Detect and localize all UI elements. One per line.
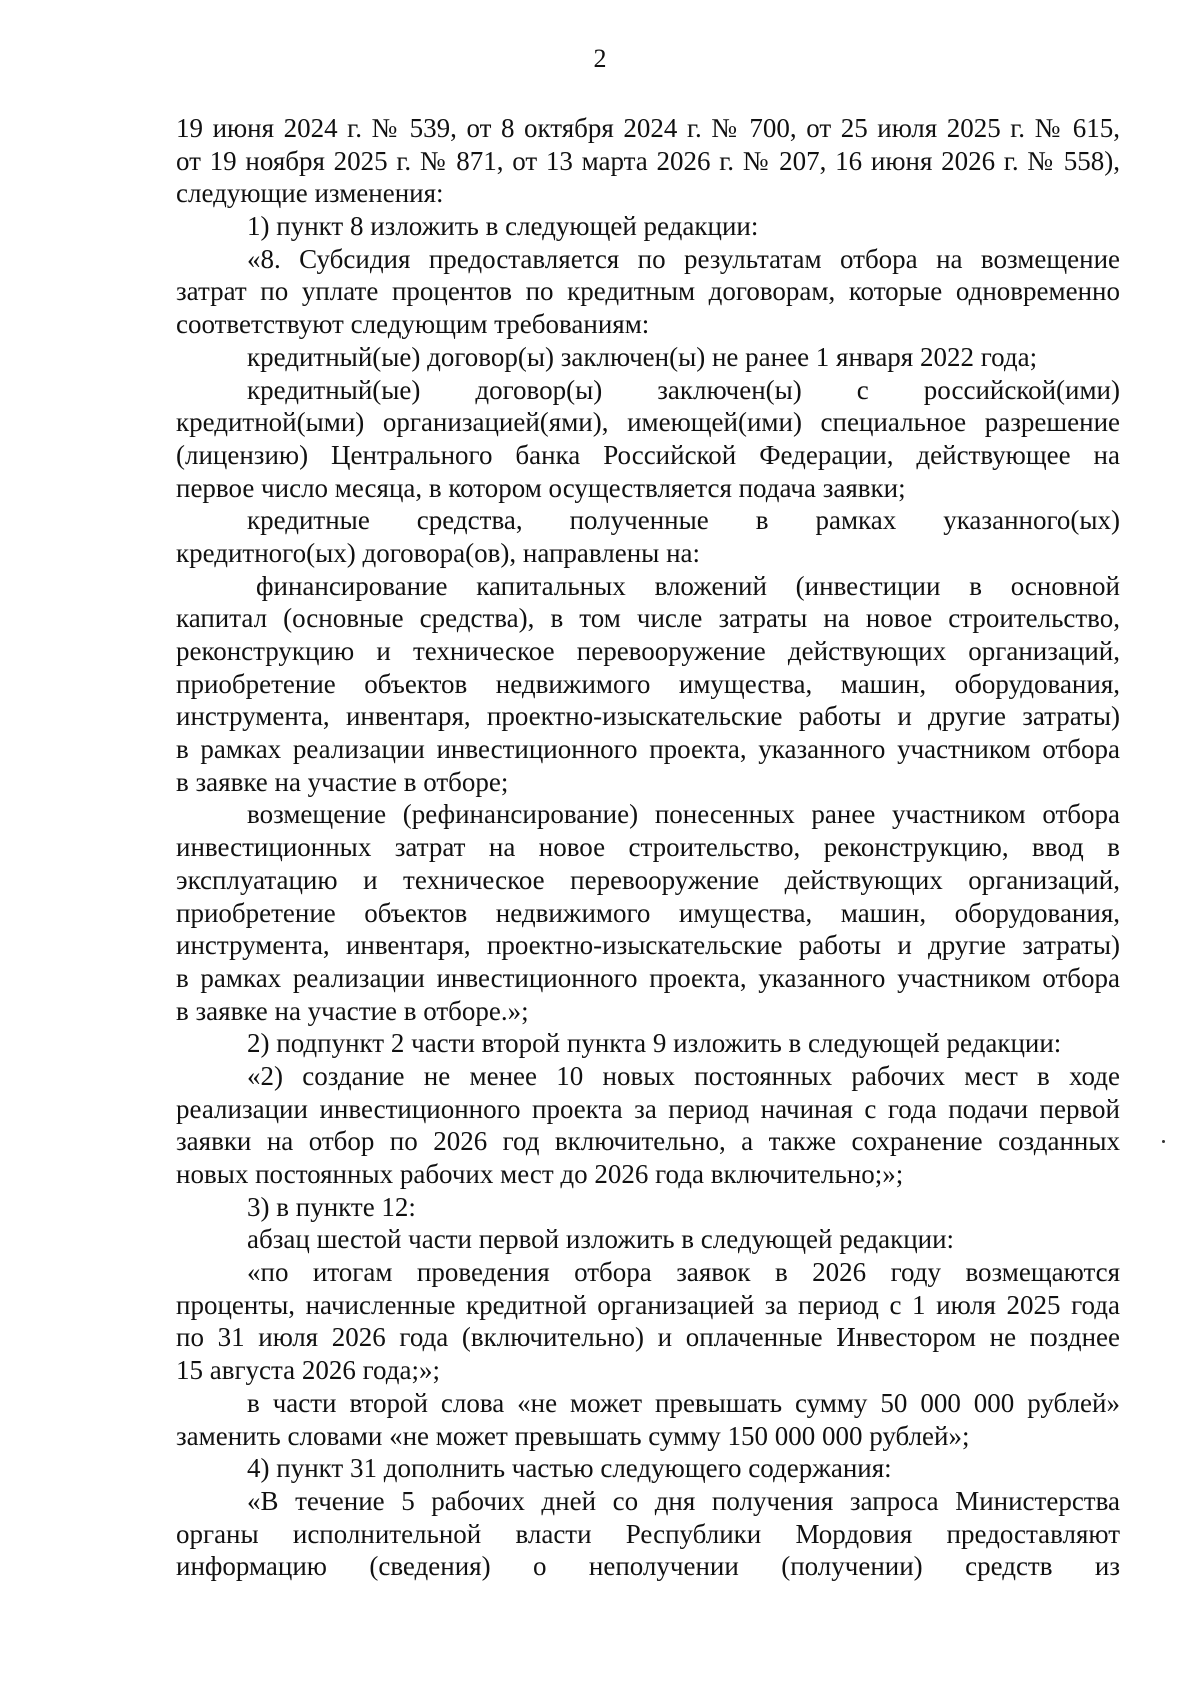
text-line: первое число месяца, в котором осуществляется подача заявки; xyxy=(176,472,906,503)
scan-speck xyxy=(1162,1140,1165,1143)
text-line: эксплуатацию и техническое перевооружение действующих организаций, xyxy=(176,864,1120,895)
text-line: следующие изменения: xyxy=(176,178,444,209)
text-line: проценты, начисленные кредитной организацией за период с 1 июля 2025 года xyxy=(176,1289,1120,1320)
text-line: заявки на отбор по 2026 год включительно, а также сохранение созданных xyxy=(176,1126,1120,1157)
text-line: капитал (основные средства), в том числе затраты на новое строительство, xyxy=(176,603,1120,634)
text-line: в рамках реализации инвестиционного проекта, указанного участником отбора xyxy=(176,962,1120,993)
text-line: 4) пункт 31 дополнить частью следующего содержания: xyxy=(247,1453,892,1484)
text-line: приобретение объектов недвижимого имущества, машин, оборудования, xyxy=(176,668,1120,699)
text-line: 3) в пункте 12: xyxy=(247,1191,416,1222)
text-line: заменить словами «не может превышать сумму 150 000 000 рублей»; xyxy=(176,1420,970,1451)
text-line: реализации инвестиционного проекта за период начиная с года подачи первой xyxy=(176,1093,1120,1124)
text-line: 1) пункт 8 изложить в следующей редакции: xyxy=(247,211,759,242)
text-line: приобретение объектов недвижимого имущества, машин, оборудования, xyxy=(176,897,1120,928)
text-line: соответствуют следующим требованиям: xyxy=(176,309,650,340)
text-line: финансирование капитальных вложений (инвестиции в основной xyxy=(256,570,1120,601)
page-number: 2 xyxy=(593,44,607,73)
text-line: 15 августа 2026 года;»; xyxy=(176,1355,441,1386)
text-line: органы исполнительной власти Республики Мордовия предоставляют xyxy=(176,1518,1120,1549)
text-line: «8. Субсидия предоставляется по результатам отбора на возмещение xyxy=(247,243,1120,274)
text-line: инструмента, инвентаря, проектно-изыскательские работы и другие затраты) xyxy=(176,701,1120,732)
text-line: инструмента, инвентаря, проектно-изыскательские работы и другие затраты) xyxy=(176,930,1120,961)
text-line: инвестиционных затрат на новое строительство, реконструкцию, ввод в xyxy=(176,832,1120,863)
text-line: по 31 июля 2026 года (включительно) и оплаченные Инвестором не позднее xyxy=(176,1322,1120,1353)
text-line: кредитной(ыми) организацией(ями), имеющей(ими) специальное разрешение xyxy=(176,407,1120,438)
text-line: от 19 ноября 2025 г. № 871, от 13 марта 2026 г. № 207, 16 июня 2026 г. № 558), xyxy=(176,145,1120,176)
document-body xyxy=(176,112,1120,1583)
text-line: в заявке на участие в отборе; xyxy=(176,766,509,797)
text-line: кредитный(ые) договор(ы) заключен(ы) с российской(ими) xyxy=(247,374,1120,405)
text-line: в заявке на участие в отборе.»; xyxy=(176,995,529,1026)
text-line: «В течение 5 рабочих дней со дня получения запроса Министерства xyxy=(247,1485,1120,1516)
text-line: в рамках реализации инвестиционного проекта, указанного участником отбора xyxy=(176,734,1120,765)
text-line: «по итогам проведения отбора заявок в 2026 году возмещаются xyxy=(247,1257,1120,1288)
text-line: информацию (сведения) о неполучении (получении) средств из xyxy=(176,1551,1120,1582)
text-line: новых постоянных рабочих мест до 2026 года включительно;»; xyxy=(176,1159,904,1189)
text-line: реконструкцию и техническое перевооружение действующих организаций, xyxy=(176,636,1120,666)
text-line: возмещение (рефинансирование) понесенных ранее участником отбора xyxy=(247,799,1120,830)
text-line: затрат по уплате процентов по кредитным договорам, которые одновременно xyxy=(176,276,1120,307)
text-line: «2) создание не менее 10 новых постоянных рабочих мест в ходе xyxy=(247,1060,1120,1091)
text-line: (лицензию) Центрального банка Российской Федерации, действующее на xyxy=(176,439,1120,470)
text-line: 19 июня 2024 г. № 539, от 8 октября 2024 г. № 700, от 25 июля 2025 г. № 615, xyxy=(176,113,1120,143)
text-line: 2) подпункт 2 части второй пункта 9 изложить в следующей редакции: xyxy=(247,1028,1062,1059)
text-line: кредитный(ые) договор(ы) заключен(ы) не ранее 1 января 2022 года; xyxy=(247,341,1038,372)
text-line: кредитного(ых) договора(ов), направлены на: xyxy=(176,537,701,568)
text-line: кредитные средства, полученные в рамках указанного(ых) xyxy=(247,505,1120,536)
text-line: абзац шестой части первой изложить в следующей редакции: xyxy=(247,1224,955,1255)
text-line: в части второй слова «не может превышать сумму 50 000 000 рублей» xyxy=(247,1387,1120,1418)
